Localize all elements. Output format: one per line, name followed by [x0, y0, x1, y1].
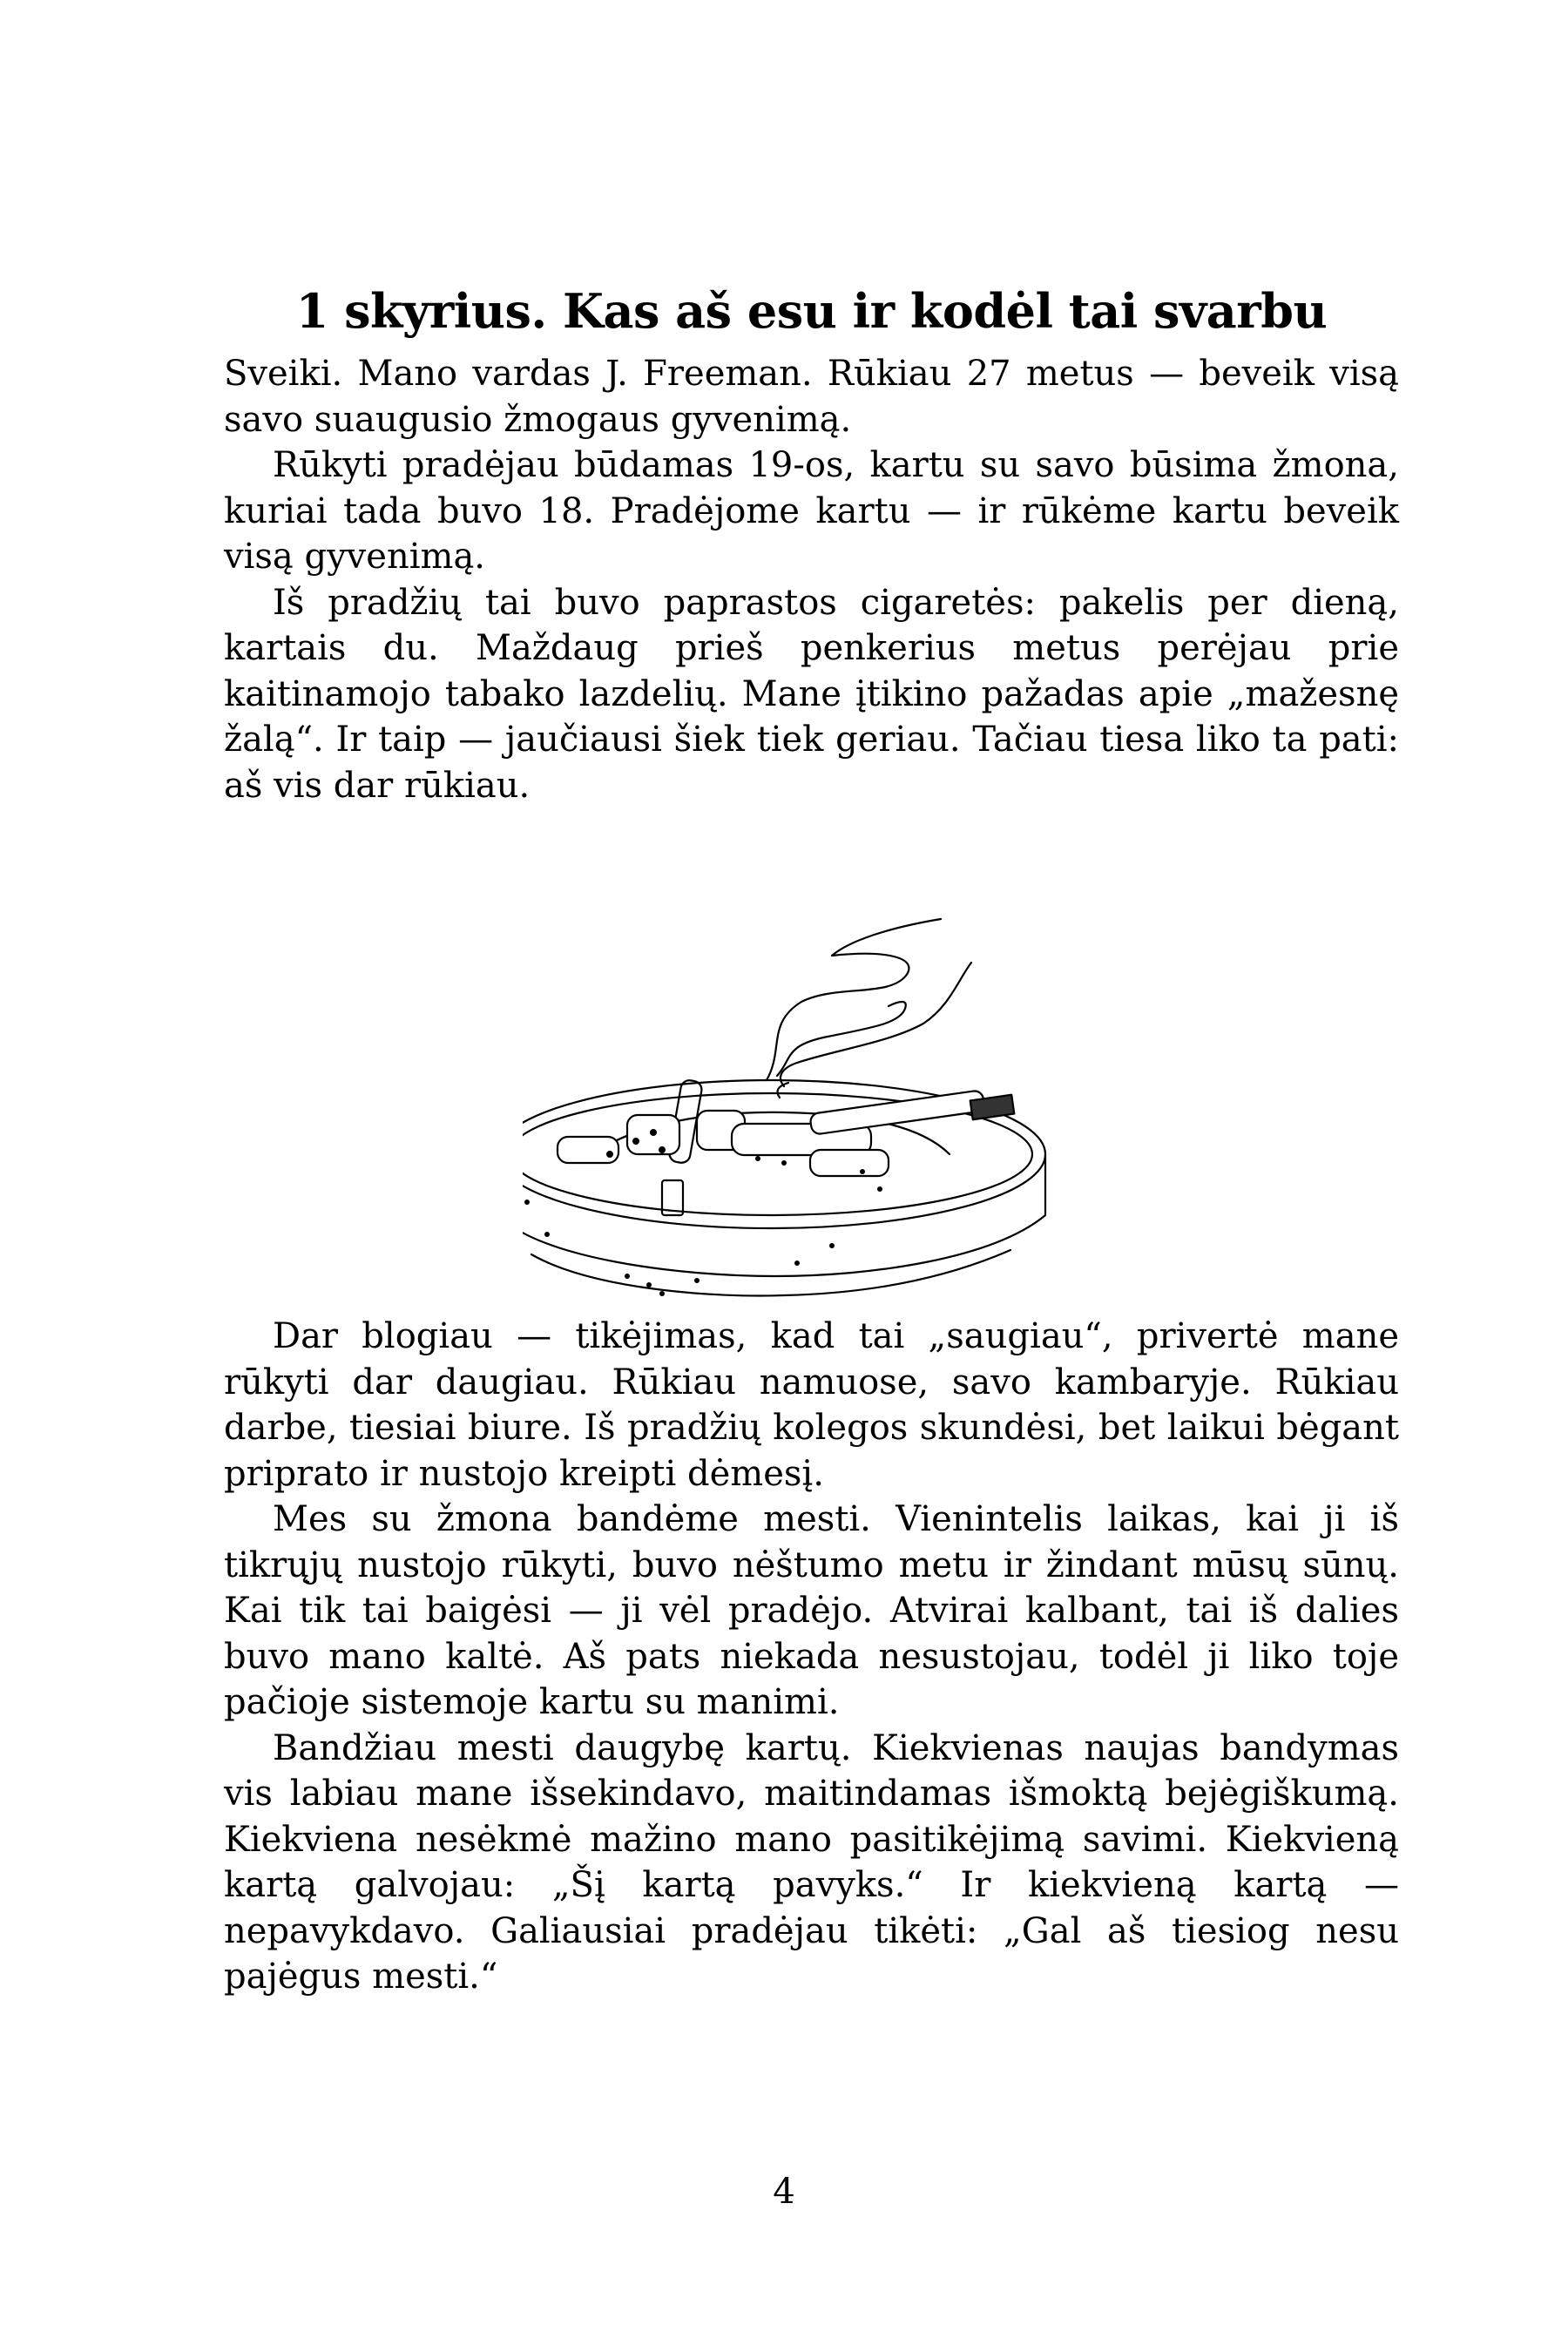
paragraph: Rūkyti pradėjau būdamas 19-os, kartu su savo būsima žmona, kuriai tada buvo 18. Pradėjome kartu — ir rūkėme kartu beveik visą gyvenimą.	[224, 445, 1399, 577]
chapter-title: 1 skyrius. Kas aš esu ir kodėl tai svarbu	[295, 283, 1328, 339]
paragraph: Sveiki. Mano vardas J. Freeman. Rūkiau 27 metus — beveik visą savo suaugusio žmogaus gyvenimą.	[224, 354, 1399, 440]
page-number: 4	[773, 2172, 795, 2212]
ashtray-illustration	[523, 893, 1132, 1302]
paragraph: Dar blogiau — tikėjimas, kad tai „saugiau“, privertė mane rūkyti dar daugiau. Rūkiau namuose, savo kambaryje. Rūkiau darbe, tiesiai biure. Iš pradžių kolegos skundėsi, bet laikui bėgant priprato ir nustojo kreipti dėmesį.	[224, 1316, 1399, 1494]
text-section-2	[224, 1314, 1399, 2000]
paragraph: Iš pradžių tai buvo paprastos cigaretės: pakelis per dieną, kartais du. Maždaug prieš penkerius metus perėjau prie kaitinamojo tabako lazdelių. Mane įtikino pažadas apie „mažesnę žalą“. Ir taip — jaučiausi šiek tiek geriau. Tačiau tiesa liko ta pati: aš vis dar rūkiau.	[224, 582, 1399, 806]
paragraph: Mes su žmona bandėme mesti. Vienintelis laikas, kai ji iš tikrųjų nustojo rūkyti, buvo nėštumo metu ir žindant mūsų sūnų. Kai tik tai baigėsi — ji vėl pradėjo. Atvirai kalbant, tai iš dalies buvo mano kaltė. Aš pats niekada nesustojau, todėl ji liko toje pačioje sistemoje kartu su manimi.	[224, 1499, 1399, 1722]
text-section-1	[224, 351, 1399, 808]
ashtray-icon	[523, 893, 1132, 1302]
paragraph: Bandžiau mesti daugybę kartų. Kiekvienas naujas bandymas vis labiau mane išsekindavo, maitindamas išmoktą bejėgiškumą. Kiekviena nesėkmė mažino mano pasitikėjimą savimi. Kiekvieną kartą galvojau: „Šį kartą pavyks.“ Ir kiekvieną kartą — nepavykdavo. Galiausiai pradėjau tikėti: „Gal aš tiesiog nesu pajėgus mesti.“	[224, 1727, 1399, 1997]
